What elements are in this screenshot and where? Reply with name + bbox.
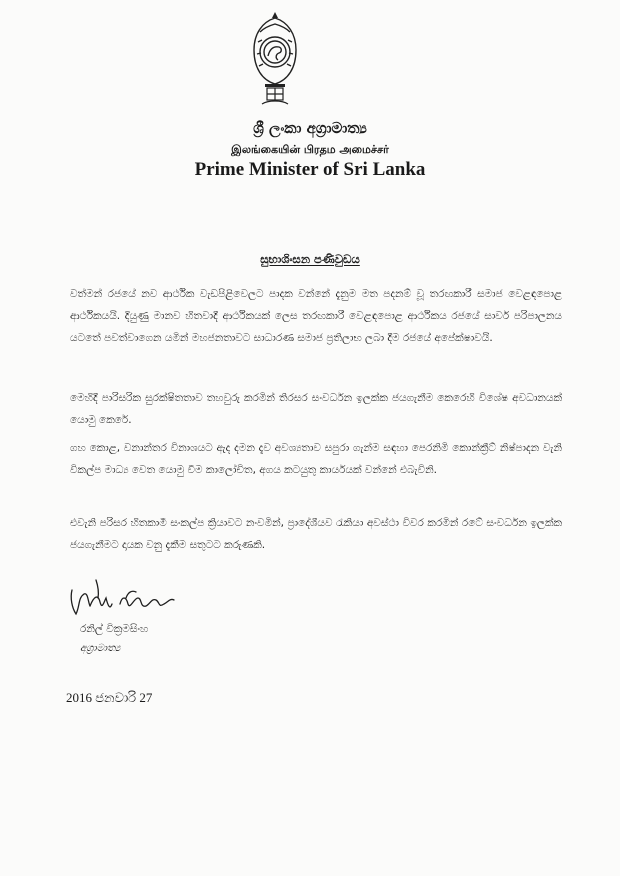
handwritten-signature (66, 576, 186, 626)
sri-lanka-emblem-icon (248, 12, 302, 108)
body-paragraph-3: ගහ කොළ, වනාන්තර විනාශයට ඇද දමන දැව අවශ්‍යතාව සපුරා ගැන්ම සඳහා පෙරනිමි කොන්ක්‍රීට් නිෂ්පාදන වැනි විකල්ප මාධ්‍ය වෙත යොමු වීම කාලෝචිත, අගය කටයුතු කාර්යයක් වන්නේ එබැවිනි. (70, 442, 562, 476)
letter-date: 2016 ජනවාරි 27 (66, 690, 153, 705)
signatory-name: රනිල් වික්‍රමසිංහ (80, 623, 149, 635)
document-title: සුභාශිංසන පණිවුඩය (260, 252, 360, 266)
body-paragraph-2: මෙහිදී පාරිසරික සුරක්ෂිතතාව තහවුරු කරමින් තිරසර සංවර්ධන ඉලක්ක ජයගැනීම කෙරෙහි විශේෂ අවධානයක් යොමු කෙරේ. (70, 392, 562, 426)
letterhead-title-english: Prime Minister of Sri Lanka (194, 159, 426, 180)
signatory-role: අග්‍රාමාත්‍ය (80, 643, 121, 654)
letterhead-title-sinhala: ශ්‍රී ලංකා අග්‍රාමාත්‍ය (253, 119, 367, 137)
body-paragraph-1: වත්මන් රජයේ නව ආර්ථික වැඩපිළිවෙලට පාදක වන්නේ දැනුම මත පදනම් වූ තරඟකාරී සමාජ වෙළඳපොළ ආර්ථිකයයි. දියුණු මානව හිතවාදී ආර්ථිකයක් ලෙස තරඟකාරී වෙළඳපොළ ආර්ථිකය රජයේ සාර්ව පරිපාලනය යටතේ පවත්වාගෙන යමින් මහජනතාවට සාධාරණ සමාජ ප්‍රතිලාභ ලබා දීම රජයේ අපේක්ෂාවයි. (70, 288, 562, 344)
body-paragraph-4: එවැනි පරිසර හිතකාමී සංකල්ප ක්‍රියාවට නංවමින්, ප්‍රාදේශීයව රැකියා අවස්ථා විවර කරමින් රටේ සංවර්ධන ඉලක්ක ජයගැනීමට දායක වනු දැකීම සතුටට කරුණකි. (70, 517, 562, 551)
letterhead-title-tamil: இலங்கையின் பிரதம அமைச்சர் (231, 143, 389, 156)
